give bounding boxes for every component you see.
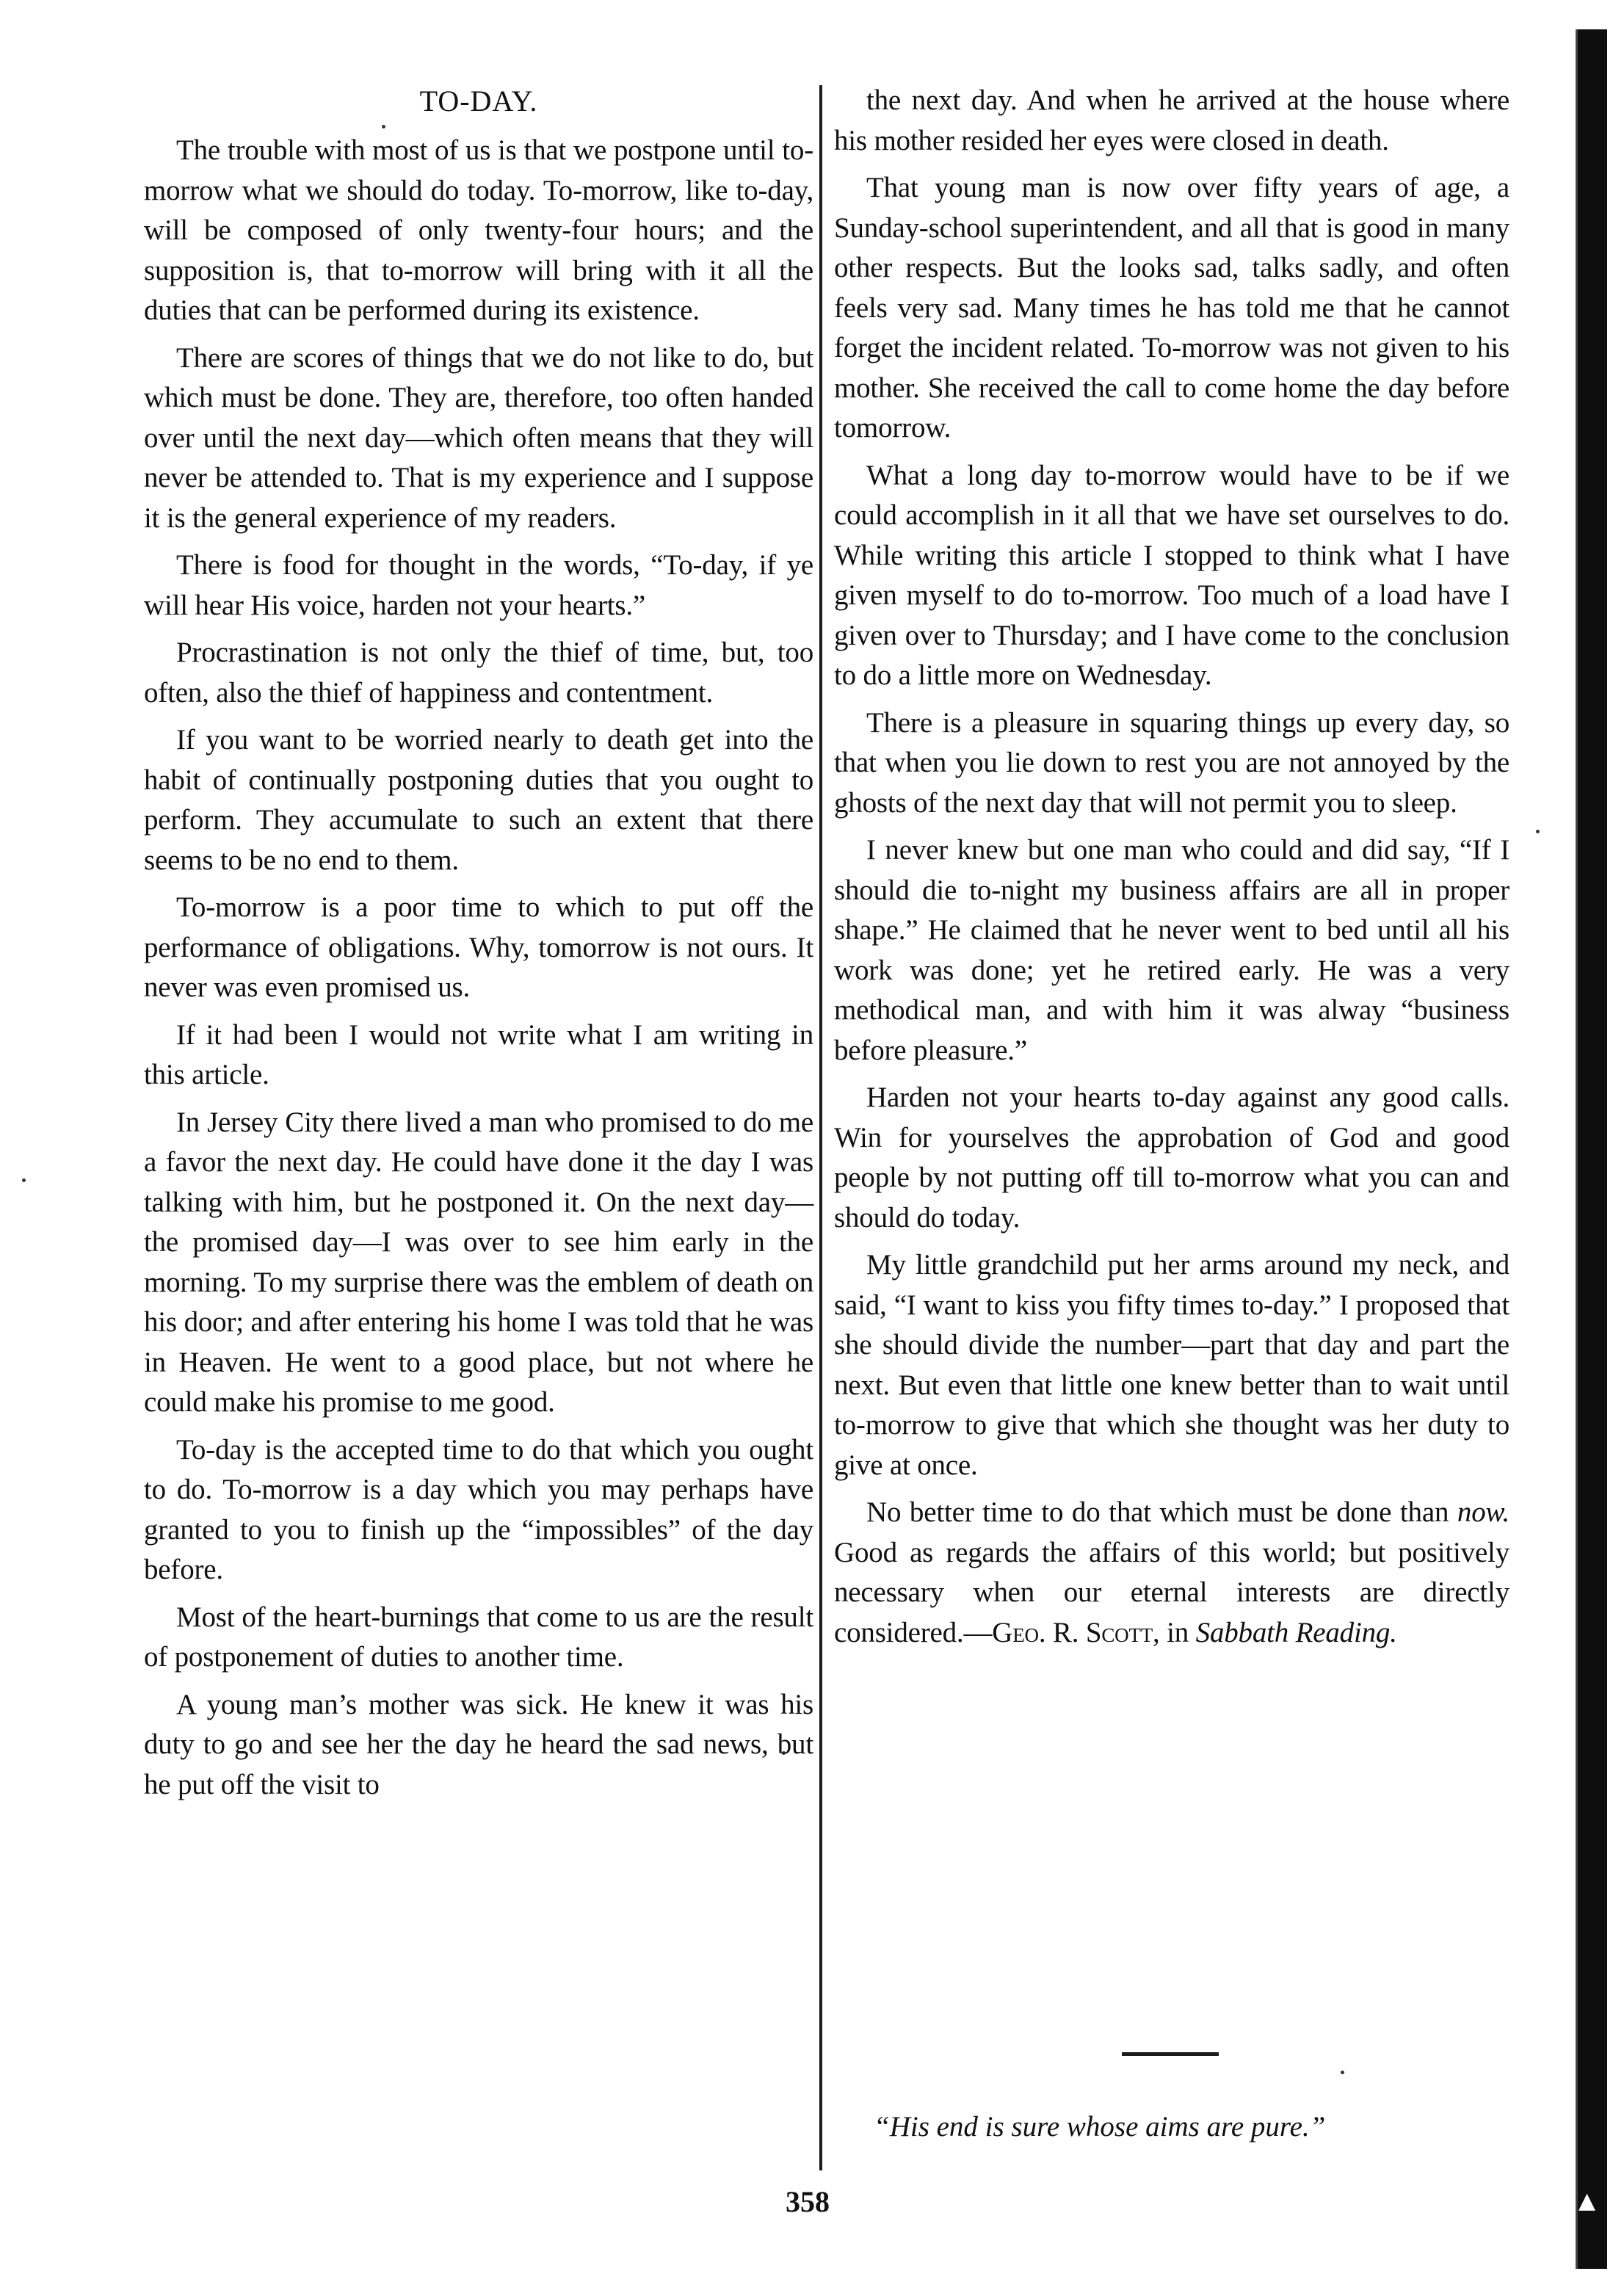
paragraph: My little grandchild put her arms around my neck, and said, “I want to kiss you fifty times to-day.” I proposed that she should divide the number—part that day and part the next. But even that little one knew better than to wait until to-morrow to give that which she thought was her duty to give at once. <box>834 1249 1509 1481</box>
source-title: Sabbath Reading. <box>1195 1616 1397 1648</box>
section-rule <box>1122 2052 1219 2056</box>
closing-text: No better time to do that which must be done than <box>866 1496 1457 1528</box>
article-title: TO-DAY. <box>419 84 538 117</box>
column-divider <box>819 85 822 2170</box>
right-paragraphs <box>834 81 1509 1485</box>
paragraph: Procrastination is not only the thief of time, but, too often, also the thief of happiness and contentment. <box>144 637 813 709</box>
paragraph: There are scores of things that we do not like to do, but which must be done. They are, therefore, too often handed over until the next day—which often means that they will never be attended to. That is my experience and I suppose it is the general experience of my readers. <box>144 341 813 534</box>
author-name: Geo. R. Scott <box>992 1616 1153 1648</box>
paragraph: The trouble with most of us is that we postpone until to-morrow what we should do today. To-morrow, like to-day, will be composed of only twenty-four hours; and the supposition is, that to-morrow will bring with it all the duties that can be performed during its existence. <box>144 134 813 326</box>
closing-text: , in <box>1153 1616 1196 1648</box>
paragraph: What a long day to-morrow would have to be if we could accomplish in it all that we have set ourselves to do. While writing this article I stopped to think what I have given myself to do to-morrow. Too much of a load have I given over to Thursday; and I have come to the conclusion to do a little more on Wednesday. <box>834 459 1509 691</box>
paragraph: There is food for thought in the words, “To-day, if ye will hear His voice, harden not your hearts.” <box>144 549 813 621</box>
print-speck <box>1536 830 1540 833</box>
print-speck <box>1341 2071 1344 2074</box>
paragraph: I never knew but one man who could and did say, “If I should die to-night my business affairs are all in proper shape.” He claimed that he never went to bed until all his work was done; yet he retired early. He was a very methodical man, and with him it was alway “business before pleasure.” <box>834 834 1509 1066</box>
closing-quote: “His end is sure whose aims are pure.” <box>874 2111 1326 2143</box>
print-speck <box>22 1178 26 1182</box>
paragraph: To-morrow is a poor time to which to put off the performance of obligations. Why, tomorrow is not ours. It never was even promised us. <box>144 891 813 1003</box>
scan-edge-bar <box>1576 29 1607 2269</box>
paragraph: Harden not your hearts to-day against any good calls. Win for yourselves the approbation of God and good people by not putting off till to-morrow what you can and should do today. <box>834 1082 1509 1234</box>
left-paragraphs <box>144 131 813 1805</box>
page-number: 358 <box>786 2185 830 2218</box>
scan-edge-mark: ▲ <box>1578 2188 1596 2214</box>
right-column <box>834 81 1509 1660</box>
paragraph: There is a pleasure in squaring things up every day, so that when you lie down to rest you are not annoyed by the ghosts of the next day that will not permit you to sleep. <box>834 706 1509 819</box>
paragraph: the next day. And when he arrived at the house where his mother resided her eyes were closed in death. <box>834 84 1509 156</box>
paragraph: If you want to be worried nearly to death get into the habit of continually postponing duties that you ought to perform. They accumulate to such an extent that there seems to be no end to them. <box>144 724 813 876</box>
paragraph: A young man’s mother was sick. He knew it was his duty to go and see her the day he heard the sad news, but he put off the visit to <box>144 1688 813 1800</box>
paragraph: If it had been I would not write what I am writing in this article. <box>144 1018 813 1090</box>
closing-emphasis: now. <box>1457 1496 1509 1528</box>
paragraph: Most of the heart-burnings that come to us are the result of postponement of duties to another time. <box>144 1601 813 1673</box>
paragraph: That young man is now over fifty years of age, a Sunday-school superintendent, and all that is good in many other respects. But the looks sad, talks sadly, and often feels very sad. Many times he has told me that he cannot forget the incident related. To-morrow was not given to his mother. She received the call to come home the day before tomorrow. <box>834 172 1509 443</box>
paragraph: To-day is the accepted time to do that which you ought to do. To-morrow is a day which you may perhaps have granted to you to finish up the “impossibles” of the day before. <box>144 1433 813 1585</box>
paragraph: In Jersey City there lived a man who promised to do me a favor the next day. He could have done it the day I was talking with him, but he postponed it. On the next day—the promised day—I was over to see him early in the morning. To my surprise there was the emblem of death on his door; and after entering his home I was told that he was in Heaven. He went to a good place, but not where he could make his promise to me good. <box>144 1106 813 1418</box>
closing-paragraph <box>834 1493 1509 1653</box>
left-column <box>144 81 813 1812</box>
closing-text: Good as regards the affairs of this world; but positively necessary when our eternal interests are directly considered.— <box>834 1536 1509 1648</box>
